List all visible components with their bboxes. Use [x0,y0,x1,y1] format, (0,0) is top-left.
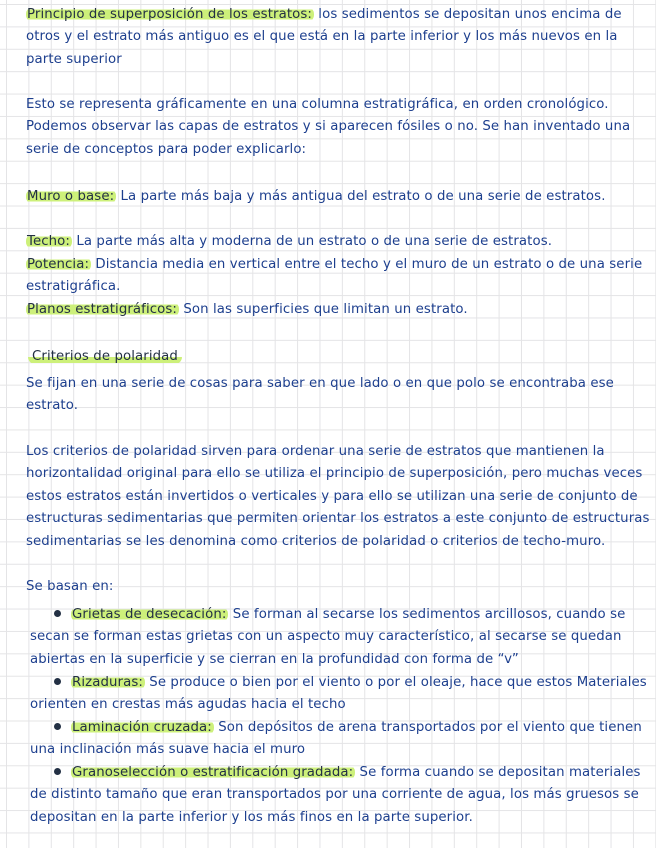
term-superposicion: Principio de superposición de los estratos: [27,7,312,22]
bullet-granoseleccion [30,762,652,829]
term-muro: Muro o base: [27,189,115,204]
column-paragraph: Esto se representa gráficamente en una columna estratigráfica, en orden cronológico. Podemos observar las capas de estratos y si aparecen fósiles o no. Se han inventado una serie de conceptos para poder explicarlo: [26,97,631,157]
bullet-dot-icon [54,723,61,730]
bullet-dot-icon [54,610,61,617]
bullet-laminacion-text: Son depósitos de arena transportados por el viento que tienen una inclinación más suave hacia el muro [30,720,642,758]
bullet-rizaduras-text: Se produce o bien por el viento o por el oleaje, hace que estos Materiales orienten en crestas más agudas hacia el techo [30,675,647,713]
term-granoseleccion: Granoselección o estratificación gradada: [72,765,354,780]
bullet-laminacion [30,717,652,762]
term-potencia: Potencia: [27,257,90,272]
section-intro: Se fijan en una serie de cosas para saber en que lado o en que polo se encontraba ese estrato. [26,376,614,414]
def-potencia-text: Distancia media en vertical entre el techo y el muro de un estrato o de una serie estratigráfica. [26,257,643,295]
section-lead: Se basan en: [26,579,114,594]
section-heading-text: Criterios de polaridad [28,349,182,364]
bullet-granoseleccion-text: Se forma cuando se depositan materiales de distinto tamaño que eran transportados por una corriente de agua, los más gruesos se depositan en la parte inferior y los más finos en la parte superior. [30,765,641,825]
def-muro-text: La parte más baja y más antigua del estrato o de una serie de estratos. [116,189,606,204]
section-body: Los criterios de polaridad sirven para ordenar una serie de estratos que mantienen la horizontalidad original para ello se utiliza el principio de superposición, pero muchas veces estos estratos están invertidos o verticales y para ello se utilizan una serie de conjunto de estructuras sedimentarias que permiten orientar los estratos a este conjunto de estructuras sedimentarias se les denomina como criterios de polaridad o criterios de techo-muro. [26,444,650,549]
term-grietas: Grietas de desecación: [72,607,227,622]
term-rizaduras: Rizaduras: [72,675,143,690]
def-techo [26,231,652,253]
superposition-text: los sedimentos se depositan unos encima de otros y el estrato más antiguo es el que está en la parte inferior y los más nuevos en la parte superior [26,7,622,67]
def-planos-text: Son las superficies que limitan un estrato. [179,302,468,317]
term-planos: Planos estratigráficos: [27,302,178,317]
section-heading [28,346,654,368]
superposition-paragraph [26,4,652,71]
term-techo: Techo: [27,234,70,249]
bullet-grietas [30,604,652,671]
bullet-grietas-text: Se forman al secarse los sedimentos arcillosos, cuando se secan se forman estas grietas con un aspecto muy característico, al secarse se quedan abiertas en la superficie y se cierran en la profundidad con forma de “v” [30,607,626,667]
def-muro [26,186,652,208]
bullet-rizaduras [30,672,652,717]
def-techo-text: La parte más alta y moderna de un estrato o de una serie de estratos. [72,234,553,249]
def-planos [26,299,652,321]
bullet-dot-icon [54,678,61,685]
bullet-dot-icon [54,768,61,775]
def-potencia [26,254,652,299]
term-laminacion: Laminación cruzada: [72,720,212,735]
